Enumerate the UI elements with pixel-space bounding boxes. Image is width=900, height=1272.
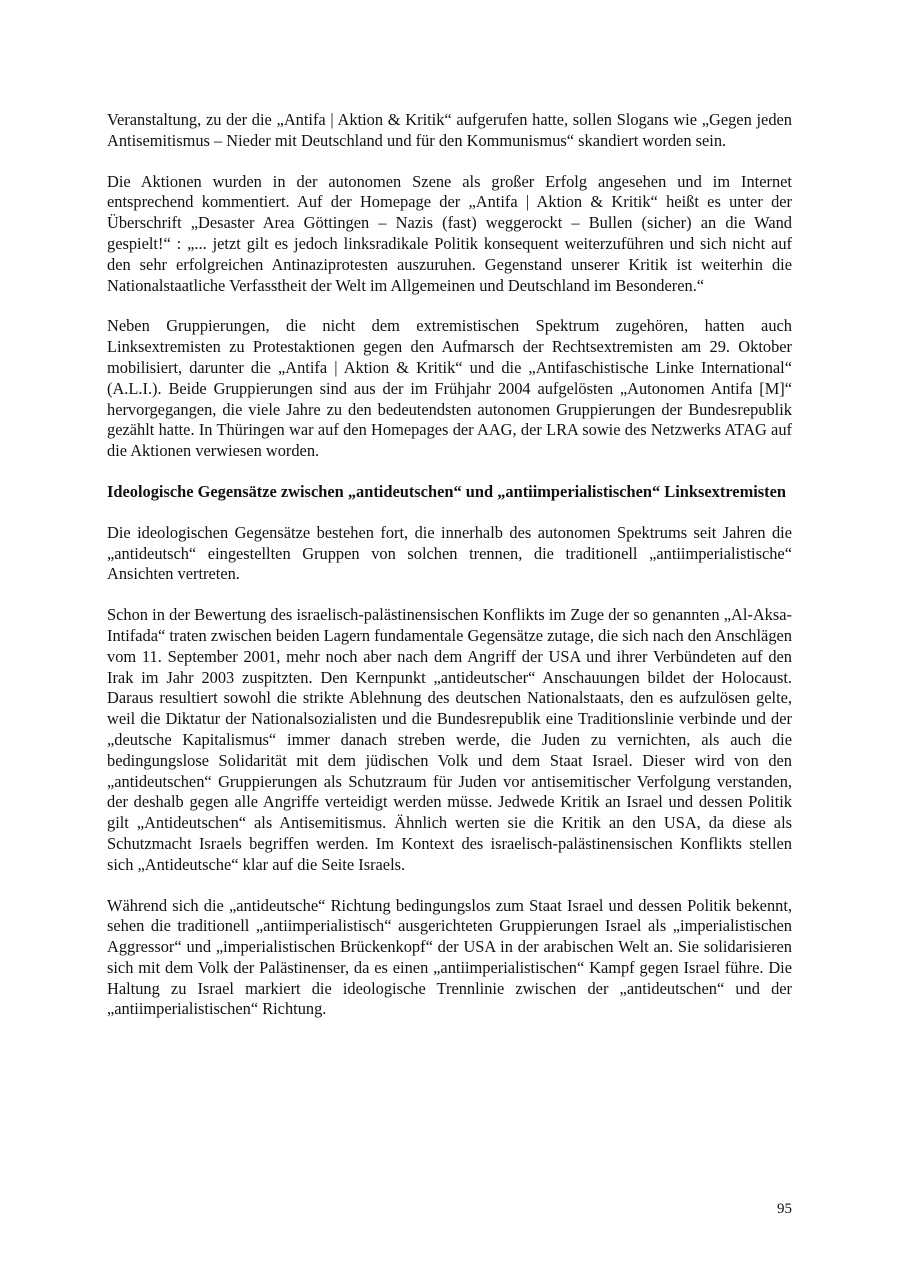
paragraph-israel-conflict: Schon in der Bewertung des israelisch-palästinensischen Konflikts im Zuge der so genannten „Al-Aksa-Intifada“ traten zwischen beiden Lagern fundamentale Gegensätze zutage, die sich nach den Anschlägen vom 11. September 2001, mehr noch aber nach dem Angriff der USA und ihrer Verbündeten auf den Irak im Jahr 2003 zuspitzten. Den Kernpunkt „antideutscher“ Anschauungen bildet der Holocaust. Daraus resultiert sowohl die strikte Ablehnung des deutschen Nationalstaats, den es aufzulösen gelte, weil die Diktatur der Nationalsozialisten und die Bundesrepublik eine Traditionslinie verbinde und der „deutsche Kapitalismus“ immer danach streben werde, die Juden zu vernichten, als auch die bedingungslose Solidarität mit dem jüdischen Volk und dem Staat Israel. Dieser wird von den „antideutschen“ Gruppierungen als Schutzraum für Juden vor antisemitischer Verfolgung verstanden, der deshalb gegen alle Angriffe verteidigt werden müsse. Jedwede Kritik an Israel und dessen Politik gilt „Antideutschen“ als Antisemitismus. Ähnlich werten sie die Kritik an den USA, da diese als Schutzmacht Israels begriffen werden. Im Kontext des israelisch-palästinensischen Konflikts stellen sich „Antideutsche“ klar auf die Seite Israels. xyxy=(107,605,792,874)
document-page xyxy=(107,110,792,1020)
page-number: 95 xyxy=(777,1201,792,1217)
paragraph-antifa-slogans: Veranstaltung, zu der die „Antifa | Aktion & Kritik“ aufgerufen hatte, sollen Slogans wie „Gegen jeden Antisemitismus – Nieder mit Deutschland und für den Kommunismus“ skandiert worden sein. xyxy=(107,110,792,150)
paragraph-ideological-contrasts: Die ideologischen Gegensätze bestehen fort, die innerhalb des autonomen Spektrums seit Jahren die „antideutsch“ eingestellten Gruppen von solchen trennen, die traditionell „antiimperialistische“ Ansichten vertreten. xyxy=(107,522,792,584)
section-heading: Ideologische Gegensätze zwischen „antideutschen“ und „antiimperialistischen“ Linksextremisten xyxy=(107,481,787,501)
paragraph-protest-mobilization: Neben Gruppierungen, die nicht dem extremistischen Spektrum zugehören, hatten auch Linksextremisten zu Protestaktionen gegen den Aufmarsch der Rechtsextremisten am 29. Oktober mobilisiert, darunter die „Antifa | Aktion & Kritik“ und die „Antifaschistische Linke International“ (A.L.I.). Beide Gruppierungen sind aus der im Frühjahr 2004 aufgelösten „Autonomen Antifa [M]“ hervorgegangen, die viele Jahre zu den bedeutendsten autonomen Gruppierungen der Bundesrepublik gezählt hatte. In Thüringen war auf den Homepages der AAG, der LRA sowie des Netzwerks ATAG auf die Aktionen verwiesen worden. xyxy=(107,316,792,461)
paragraph-antiimperialist-view: Während sich die „antideutsche“ Richtung bedingungslos zum Staat Israel und dessen Politik bekennt, sehen die traditionell „antiimperialistisch“ ausgerichteten Gruppierungen Israel als „imperialistischen Aggressor“ und „imperialistischen Brückenkopf“ der USA in der arabischen Welt an. Sie solidarisieren sich mit dem Volk der Palästinenser, da es einen „antiimperialistischen“ Kampf gegen Israel führe. Die Haltung zu Israel markiert die ideologische Trennlinie zwischen der „antideutschen“ und der „antiimperialistischen“ Richtung. xyxy=(107,895,792,1019)
paragraph-homepage-quote: Die Aktionen wurden in der autonomen Szene als großer Erfolg angesehen und im Internet entsprechend kommentiert. Auf der Homepage der „Antifa | Aktion & Kritik“ heißt es unter der Überschrift „Desaster Area Göttingen – Nazis (fast) weggerockt – Bullen (sicher) an die Wand gespielt!“ : „... jetzt gilt es jedoch linksradikale Politik konsequent weiterzuführen und sich nicht auf den sehr erfolgreichen Antinaziprotesten auszuruhen. Gegenstand unserer Kritik ist weiterhin die Nationalstaatliche Verfasstheit der Welt im Allgemeinen und Deutschland im Besonderen.“ xyxy=(107,171,792,295)
